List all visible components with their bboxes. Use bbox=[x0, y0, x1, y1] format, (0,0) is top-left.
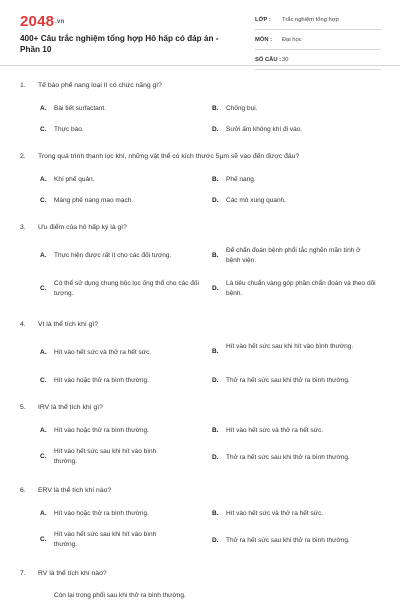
meta-row-subject bbox=[255, 34, 381, 50]
option-letter: A. bbox=[40, 427, 47, 434]
meta-info bbox=[255, 14, 381, 74]
option-letter: A. bbox=[40, 176, 47, 183]
option-letter: D. bbox=[212, 537, 219, 544]
question-stem: RV là thể tích khí nào? bbox=[38, 570, 107, 577]
option-text: Các mô xung quanh. bbox=[226, 197, 286, 204]
meta-label: MÔN : bbox=[255, 37, 273, 43]
question-text bbox=[20, 487, 380, 494]
question-text bbox=[20, 404, 380, 411]
question-number: 3. bbox=[20, 224, 26, 231]
option-text: Màng phế nang mao mạch. bbox=[54, 197, 134, 204]
option-letter: C. bbox=[40, 453, 47, 460]
option-text: Hít vào hết sức sau khi hít vào bình thường. bbox=[54, 531, 157, 548]
meta-value: 30 bbox=[282, 57, 289, 63]
option-text: Thực bào. bbox=[54, 126, 84, 133]
question-number: 2. bbox=[20, 153, 26, 160]
question-number: 7. bbox=[20, 570, 26, 577]
option-letter: D. bbox=[212, 285, 219, 292]
option-text: Thực hiện được rất ít cho các đối tượng. bbox=[54, 252, 172, 259]
logo-text: 2048 bbox=[20, 13, 55, 30]
option-letter: C. bbox=[40, 197, 47, 204]
question-number: 1. bbox=[20, 82, 26, 89]
logo-tld: .vn bbox=[55, 19, 65, 26]
document-header bbox=[0, 0, 400, 66]
option-letter: B. bbox=[212, 252, 219, 259]
question-stem: Vt là thể tích khí gì? bbox=[38, 321, 99, 328]
meta-value: Trắc nghiệm tổng hợp bbox=[282, 17, 339, 23]
option-text: Chống bụi. bbox=[226, 105, 258, 112]
option-letter: B. bbox=[212, 427, 219, 434]
question-text bbox=[20, 82, 380, 89]
question-text bbox=[20, 570, 380, 577]
option-letter: B. bbox=[212, 510, 219, 517]
option-text: Khí phế quản. bbox=[54, 176, 95, 183]
option-text: Bài tiết surfactant. bbox=[54, 105, 107, 112]
meta-label: SỐ CÂU : bbox=[255, 57, 282, 63]
option-letter: A. bbox=[40, 349, 47, 356]
option-letter: C. bbox=[40, 126, 47, 133]
option-letter: D. bbox=[212, 377, 219, 384]
option-text: Hít vào hoặc thở ra bình thường. bbox=[54, 377, 149, 384]
option-text: Hít vào hoặc thở ra bình thường. bbox=[54, 510, 149, 517]
meta-row-class bbox=[255, 14, 381, 30]
question-stem: ERV là thể tích khí nào? bbox=[38, 487, 112, 494]
option-letter: A. bbox=[40, 510, 47, 517]
meta-value: Đại học bbox=[282, 37, 302, 43]
option-text: Hít vào hoặc thở ra bình thường. bbox=[54, 427, 149, 434]
site-logo[interactable] bbox=[20, 13, 64, 30]
option-text: Thở ra hết sức sau khi thở ra bình thường. bbox=[226, 537, 350, 544]
question-stem: Trong quá trình thanh lọc khí, những vật thể có kích thước 5μm sẽ vào đến được đâu? bbox=[38, 153, 300, 160]
option-text: Hít vào hết sức và thở ra hết sức. bbox=[226, 427, 324, 434]
option-text: Hít vào hết sức và thở ra hết sức. bbox=[54, 349, 152, 356]
option-text: Là tiêu chuẩn vàng góp phần chẩn đoán và theo dõi bệnh. bbox=[226, 280, 376, 297]
option-text: Hít vào hết sức sau khi hít vào bình thường. bbox=[54, 448, 157, 465]
question-number: 6. bbox=[20, 487, 26, 494]
option-text: Còn lại trong phổi sau khi thở ra bình thường. bbox=[54, 592, 186, 599]
question-text bbox=[20, 224, 380, 231]
question-number: 5. bbox=[20, 404, 26, 411]
option-text: Hít vào hết sức sau khi hít vào bình thường. bbox=[226, 343, 354, 350]
option-text: Thở ra hết sức sau khi thở ra bình thường. bbox=[226, 377, 350, 384]
question-number: 4. bbox=[20, 321, 26, 328]
meta-row-count bbox=[255, 54, 381, 70]
question-text bbox=[20, 153, 380, 160]
option-letter: D. bbox=[212, 126, 219, 133]
question-stem: Ưu điểm của hô hấp ký là gì? bbox=[38, 224, 127, 231]
option-letter: C. bbox=[40, 377, 47, 384]
meta-label: LỚP : bbox=[255, 17, 271, 23]
option-letter: A. bbox=[40, 105, 47, 112]
option-text: Thở ra hết sức sau khi thở ra bình thường. bbox=[226, 454, 350, 461]
option-text: Phế nang. bbox=[226, 176, 256, 183]
option-text: Có thể sử dụng chung bộc lọc ống thổ cho các đối tượng. bbox=[54, 280, 199, 297]
option-letter: B. bbox=[212, 176, 219, 183]
option-letter: D. bbox=[212, 454, 219, 461]
option-letter: A. bbox=[40, 252, 47, 259]
option-letter: C. bbox=[40, 536, 47, 543]
option-letter: D. bbox=[212, 197, 219, 204]
document-title: 400+ Câu trắc nghiệm tổng hợp Hô hấp có đáp án - Phần 10 bbox=[20, 34, 219, 54]
option-text: Để chẩn đoán bệnh phổi tắc nghẽn mãn tính ở bệnh viện. bbox=[226, 247, 361, 264]
option-letter: C. bbox=[40, 285, 47, 292]
question-stem: IRV là thể tích khí gì? bbox=[38, 404, 103, 411]
option-text: Hít vào hết sức và thở ra hết sức. bbox=[226, 510, 324, 517]
question-text bbox=[20, 321, 380, 328]
question-stem: Tế bào phế nang loại II có chức năng gì? bbox=[38, 82, 162, 89]
option-letter: B. bbox=[212, 105, 219, 112]
option-letter: B. bbox=[212, 348, 219, 355]
option-text: Sưởi ấm không khí đi vào. bbox=[226, 126, 303, 133]
